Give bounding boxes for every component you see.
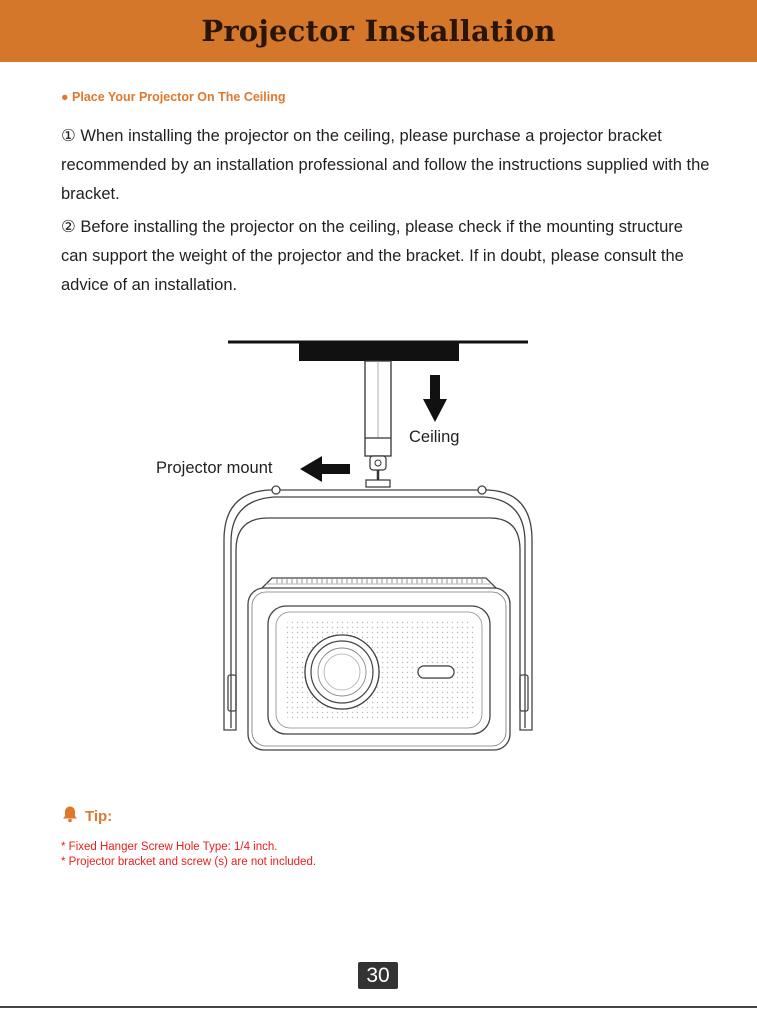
tip-note-2: * Projector bracket and screw (s) are not included. [61, 856, 317, 868]
bell-icon [61, 805, 79, 828]
left-arrow-icon [300, 456, 350, 482]
page-title: Projector Installation [201, 14, 556, 48]
tip-note-1: * Fixed Hanger Screw Hole Type: 1/4 inch. [61, 841, 278, 853]
instruction-paragraph-2: ② Before installing the projector on the ceiling, please check if the mounting structure can support the weight of the projector and the bracket. If in doubt, please consult the advice of an installation. [61, 218, 684, 294]
mount-joint [370, 456, 386, 470]
mount-screw-plate [366, 480, 390, 487]
page-number: 30 [358, 962, 398, 989]
tip-label: Tip: [85, 808, 113, 825]
section-heading: ● Place Your Projector On The Ceiling [61, 90, 286, 104]
ceiling-label: Ceiling [409, 428, 460, 446]
footer-rule [0, 1006, 757, 1008]
header-bar [0, 0, 757, 62]
tip-heading [61, 805, 112, 828]
ceiling-mount-illustration [0, 330, 757, 760]
ceiling-plate [299, 342, 459, 361]
top-vent [274, 579, 484, 584]
projector-mount-label: Projector mount [156, 459, 273, 477]
instruction-paragraph-1: ① When installing the projector on the ceiling, please purchase a projector bracket recommended by an installation professional and follow the instructions supplied with the bracket. [61, 127, 710, 203]
ceiling-mount-diagram [0, 330, 757, 760]
down-arrow-icon [423, 375, 447, 422]
